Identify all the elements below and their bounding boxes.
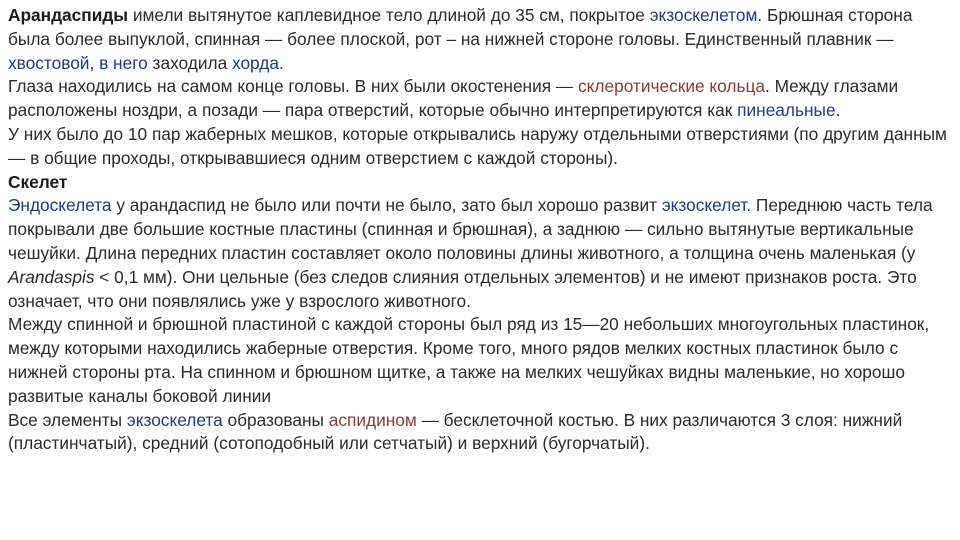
- text-run: .: [835, 100, 841, 121]
- link-aspidin[interactable]: аспидином: [328, 409, 417, 430]
- paragraph-aspidin: [8, 409, 954, 457]
- text-run: — бесклеточной костью. В них различаются 3 слоя: нижний (пластинчатый), средний (сотоподобный или сетчатый) и верхний (бугорчатый).: [8, 409, 903, 454]
- link-exoskeleton[interactable]: экзоскелетом: [649, 5, 758, 25]
- italic-genus-name: Arandaspis: [8, 266, 95, 287]
- text-run: Глаза находились на самом конце головы. В них были окостенения —: [8, 76, 578, 97]
- text-run: . Переднюю часть тела покрывали две большие костные пластины (спинная и брюшная), а заднюю — сильно вытянутые вертикальные чешуйки. Длина передних пластин составляет около половины длины животного, а толщина очень маленькая (у: [8, 195, 933, 263]
- link-into-it[interactable]: в него: [99, 52, 148, 73]
- text-run: . Между глазами расположены ноздри, а позади — пара отверстий, которые обычно интерпретируются как: [8, 76, 899, 121]
- link-exoskeleton-3[interactable]: экзоскелета: [126, 409, 223, 430]
- article-body: [8, 4, 954, 456]
- link-exoskeleton-2[interactable]: экзоскелет: [661, 195, 747, 216]
- link-sclerotic-rings[interactable]: склеротические кольца: [578, 76, 765, 97]
- text-run: заходила: [147, 52, 232, 73]
- link-endoskeleton[interactable]: Эндоскелета: [8, 195, 112, 216]
- link-notochord[interactable]: хорда: [232, 52, 279, 73]
- section-heading-skeleton: Скелет: [8, 171, 68, 192]
- text-run: < 0,1 мм). Они цельные (без следов слияния отдельных элементов) и не имеют признаков роста. Это означает, что они появлялись уже у взрослого животного.: [8, 266, 917, 311]
- text-run: образованы: [222, 409, 329, 430]
- text-run: Все элементы: [8, 409, 127, 430]
- text-run: . Брюшная сторона была более выпуклой, спинная — более плоской, рот – на нижней стороне головы. Единственный плавник —: [8, 5, 913, 49]
- paragraph-plates: Между спинной и брюшной пластиной с каждой стороны был ряд из 15—20 небольших многоугольных пластинок, между которыми находились жаберные отверстия. Кроме того, много рядов мелких костных пластинок было с нижней стороны рта. На спинном и брюшном щитке, а также на мелких чешуйках видны маленькие, но хорошо развитые каналы боковой линии: [8, 314, 930, 406]
- text-run: имели вытянутое каплевидное тело длиной до 35 см, покрытое: [128, 5, 650, 25]
- link-pineal[interactable]: пинеальные: [737, 100, 836, 121]
- paragraph-intro: [8, 4, 954, 75]
- text-run: у арандаспид не было или почти не было, зато был хорошо развит: [111, 195, 662, 216]
- article-title: Арандаспиды: [8, 5, 129, 25]
- paragraph-gills: У них было до 10 пар жаберных мешков, которые открывались наружу отдельными отверстиями (по другим данным — в общие проходы, открывавшиеся одним отверстием с каждой стороны).: [8, 123, 947, 168]
- text-run: ,: [89, 52, 100, 73]
- text-run: .: [278, 52, 284, 73]
- link-caudal-fin[interactable]: хвостовой: [8, 52, 90, 73]
- paragraph-eyes: [8, 75, 954, 123]
- paragraph-skeleton: [8, 194, 954, 313]
